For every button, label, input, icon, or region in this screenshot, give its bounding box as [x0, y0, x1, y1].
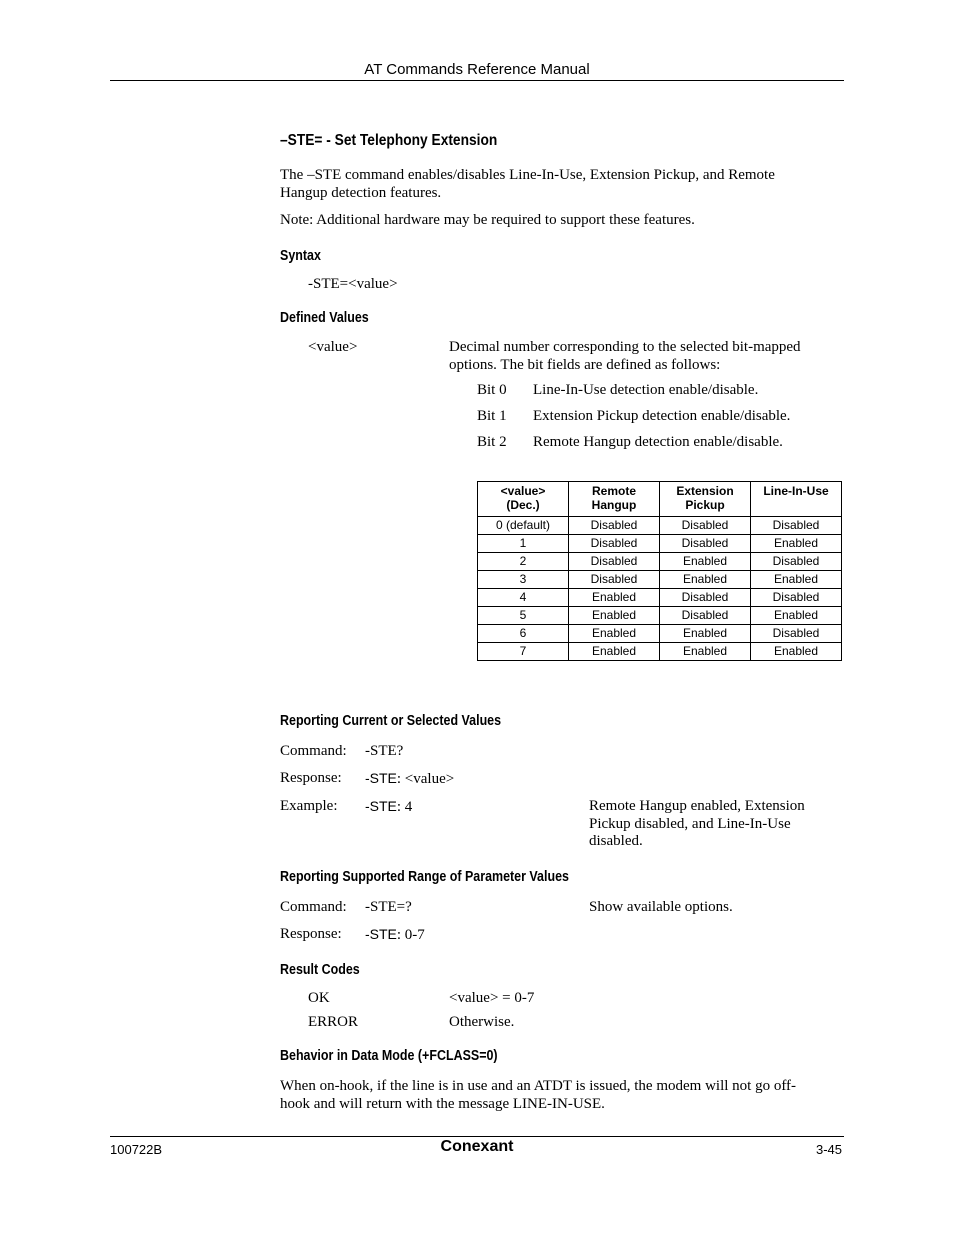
syntax-heading: Syntax [280, 248, 321, 264]
reporting-current-response-label: Response: [280, 770, 342, 786]
table-row [478, 553, 842, 571]
behavior-line-2: hook and will return with the message LINE-IN-USE. [280, 1096, 605, 1112]
reporting-current-heading: Reporting Current or Selected Values [280, 713, 502, 729]
reporting-current-response-value: -STE: <value> [365, 770, 455, 787]
result-code-error-desc: Otherwise. [449, 1014, 515, 1030]
intro-line-2: Hangup detection features. [280, 185, 442, 201]
table-cell: Enabled [751, 643, 842, 661]
reporting-range-command-value: -STE=? [365, 899, 412, 915]
syntax-value: -STE=<value> [308, 276, 398, 292]
table-cell: 0 (default) [478, 517, 569, 535]
behavior-line-1: When on-hook, if the line is in use and an ATDT is issued, the modem will not go off- [280, 1078, 797, 1094]
table-cell: Disabled [660, 607, 751, 625]
table-cell: 5 [478, 607, 569, 625]
defined-values-desc-line-2: options. The bit fields are defined as follows: [449, 357, 721, 373]
example-desc-line-1: Remote Hangup enabled, Extension [589, 798, 805, 814]
reporting-range-command-label: Command: [280, 899, 347, 915]
footer-doc-number: 100722B [110, 1142, 163, 1157]
footer-rule [110, 1136, 844, 1137]
table-header-extension-pickup: Extension Pickup [660, 482, 751, 517]
table-cell: Enabled [569, 625, 660, 643]
table-row [478, 607, 842, 625]
table-cell: Enabled [660, 643, 751, 661]
table-cell: Enabled [569, 643, 660, 661]
table-cell: Disabled [569, 553, 660, 571]
bit-0-label: Bit 0 [477, 382, 507, 398]
reporting-current-command-label: Command: [280, 743, 347, 759]
reporting-range-heading: Reporting Supported Range of Parameter Values [280, 869, 569, 885]
intro-line-1: The –STE command enables/disables Line-In-Use, Extension Pickup, and Remote [280, 167, 775, 183]
footer-company: Conexant [440, 1138, 514, 1155]
running-header-title: AT Commands Reference Manual [364, 61, 590, 78]
table-cell: Enabled [660, 553, 751, 571]
table-cell: Disabled [569, 535, 660, 553]
table-header-remote-hangup: Remote Hangup [569, 482, 660, 517]
table-header-value: <value> (Dec.) [478, 482, 569, 517]
table-cell: 4 [478, 589, 569, 607]
table-cell: 2 [478, 553, 569, 571]
table-cell: Disabled [751, 625, 842, 643]
table-cell: Enabled [751, 607, 842, 625]
reporting-current-example-label: Example: [280, 798, 338, 814]
table-cell: Enabled [660, 571, 751, 589]
table-cell: Enabled [751, 571, 842, 589]
defined-values-desc-line-1: Decimal number corresponding to the selected bit-mapped [449, 339, 801, 355]
reporting-current-command-value: -STE? [365, 743, 404, 759]
result-code-ok: OK [308, 990, 330, 1006]
table-row [478, 625, 842, 643]
table-cell: Disabled [569, 517, 660, 535]
table-cell: 1 [478, 535, 569, 553]
bit-1-label: Bit 1 [477, 408, 507, 424]
reporting-current-example-value: -STE: 4 [365, 798, 413, 815]
table-header-row [478, 482, 842, 517]
table-header-line-in-use: Line-In-Use [751, 482, 842, 517]
result-code-error: ERROR [308, 1014, 359, 1030]
bit-2-label: Bit 2 [477, 434, 507, 450]
footer-page-number: 3-45 [815, 1142, 842, 1157]
table-cell: Enabled [569, 589, 660, 607]
defined-values-param: <value> [308, 339, 358, 355]
table-cell: Disabled [660, 535, 751, 553]
defined-values-heading: Defined Values [280, 310, 369, 326]
note-text: Note: Additional hardware may be required to support these features. [280, 212, 695, 228]
table-cell: Disabled [569, 571, 660, 589]
table-cell: Disabled [751, 517, 842, 535]
table-cell: Disabled [660, 589, 751, 607]
behavior-heading: Behavior in Data Mode (+FCLASS=0) [280, 1048, 498, 1064]
example-desc-line-2: Pickup disabled, and Line-In-Use [589, 816, 791, 832]
table-row [478, 643, 842, 661]
result-codes-heading: Result Codes [280, 962, 360, 978]
table-cell: 7 [478, 643, 569, 661]
table-cell: Disabled [660, 517, 751, 535]
table-cell: Disabled [751, 553, 842, 571]
bit-1-desc: Extension Pickup detection enable/disable. [533, 408, 791, 424]
bit-0-desc: Line-In-Use detection enable/disable. [533, 382, 759, 398]
reporting-range-command-desc: Show available options. [589, 899, 733, 915]
result-code-ok-desc: <value> = 0-7 [449, 990, 535, 1006]
bit-2-desc: Remote Hangup detection enable/disable. [533, 434, 783, 450]
table-cell: 6 [478, 625, 569, 643]
reporting-range-response-value: -STE: 0-7 [365, 926, 425, 943]
bit-values-table [477, 481, 842, 661]
reporting-range-response-label: Response: [280, 926, 342, 942]
header-rule [110, 80, 844, 81]
table-row [478, 571, 842, 589]
table-cell: Enabled [751, 535, 842, 553]
table-cell: 3 [478, 571, 569, 589]
table-cell: Enabled [660, 625, 751, 643]
section-title: –STE= - Set Telephony Extension [280, 132, 498, 149]
example-desc-line-3: disabled. [589, 833, 643, 849]
table-cell: Enabled [569, 607, 660, 625]
table-row [478, 589, 842, 607]
table-row [478, 535, 842, 553]
table-cell: Disabled [751, 589, 842, 607]
table-row [478, 517, 842, 535]
